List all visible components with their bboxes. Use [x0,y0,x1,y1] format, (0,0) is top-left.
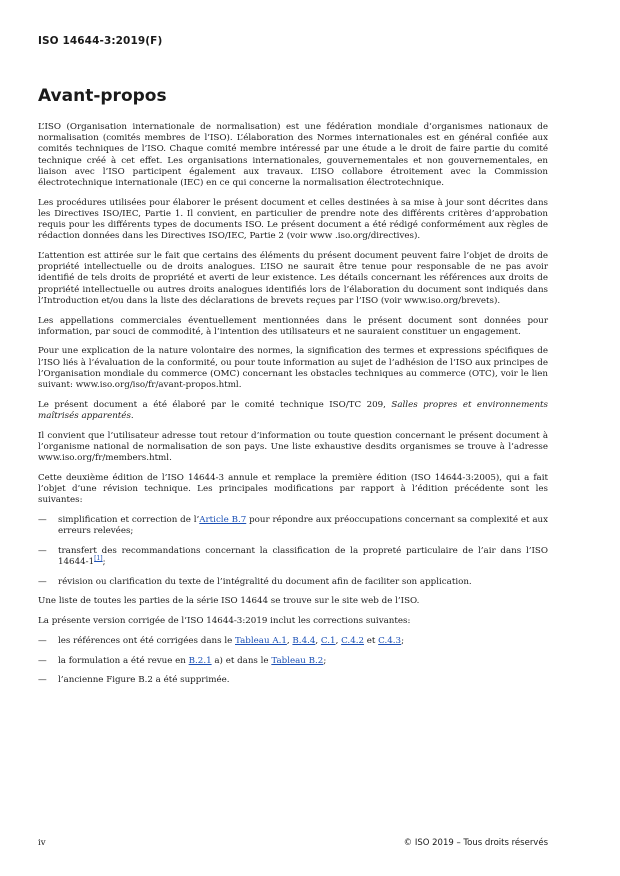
list-text: ; [102,557,106,567]
paragraph-trade-names: Les appellations commerciales éventuellement mentionnées dans le présent document sont données pour information, par souci de commodité, à l’intention des utilisateurs et ne sauraient constituer un engagement. [38,315,548,337]
list-dash: — [38,655,47,666]
paragraph-iso-intro: L’ISO (Organisation internationale de normalisation) est une fédération mondiale d’organismes nationaux de normalisation (comités membres de l’ISO). L’élaboration des Normes internationales est en général confiée aux comités techniques de l’ISO. Chaque comité membre intéressé par une étude a le droit de faire partie du comité technique créé à cet effet. Les organisations internationales, gouvernementales et non gouvernementales, en liaison avec l’ISO participent également aux travaux. L’ISO collabore étroitement avec la Commission électrotechnique internationale (IEC) en ce qui concerne la normalisation électrotechnique. [38,122,548,189]
paragraph-voluntary-nature: Pour une explication de la nature volontaire des normes, la signification des termes et expressions spécifiques de l’ISO liés à l’évaluation de la conformité, ou pour toute information au sujet de l’adhésion de l’ISO aux principes de l’Organisation mondiale du commerce (OMC) concernant les obstacles techniques au commerce (OTC), voir le lien suivant: www.iso.org/iso/fr/avant-propos.html. [38,346,548,391]
c42-link[interactable]: C.4.2 [341,635,365,646]
list-text: la formulation a été revue en [58,655,189,666]
foreword-body [38,122,548,695]
paragraph-edition: Cette deuxième édition de l’ISO 14644-3 annule et remplace la première édition (ISO 14644-3:2005), qui a fait l’objet d’une révision technique. Les principales modifications par rapport à l’édition précédente sont les suivantes: [38,472,548,506]
document-id-header: ISO 14644-3:2019(F) [38,35,163,47]
b21-link[interactable]: B.2.1 [188,655,212,666]
committee-end: . [130,410,134,421]
list-dash: — [38,675,47,686]
committee-name: Salles propres et environnements maîtrisés apparentés [38,399,548,421]
c43-link[interactable]: C.4.3 [378,635,402,646]
tableau-b2-link[interactable]: Tableau B.2 [271,655,324,666]
list-item [38,546,548,568]
paragraph-corrections: La présente version corrigée de l’ISO 14644-3:2019 inclut les corrections suivantes: [38,616,411,627]
tableau-a1-link[interactable]: Tableau A.1 [235,635,287,646]
reference-1-link[interactable]: [1] [94,555,103,563]
list-text: révision ou clarification du texte de l’intégralité du document afin de faciliter son application. [58,576,472,587]
separator: ; [401,635,405,646]
list-dash: — [38,545,47,556]
list-item [38,675,548,686]
separator: , [286,635,293,646]
paragraph-procedures: Les procédures utilisées pour élaborer le présent document et celles destinées à sa mise à jour sont décrites dans les Directives ISO/IEC, Partie 1. Il convient, en particulier de prendre note des différents critères d’approbation requis pour les différents types de documents ISO. Le présent document a été rédigé conformément aux règles de rédaction données dans les Directives ISO/IEC, Partie 2 (voir www .iso.org/directives). [38,197,548,242]
section-title: Avant-propos [38,86,167,106]
separator: , [315,635,321,646]
paragraph-patents: L’attention est attirée sur le fait que certains des éléments du présent document peuvent faire l’objet de droits de propriété intellectuelle ou de droits analogues. L’ISO ne saurait être tenue pour responsable de ne pas avoir identifié de tels droits de propriété et averti de leur existence. Les détails concernant les références aux droits de propriété intellectuelle ou autres droits analogues identifiés lors de l’élaboration du document sont indiqués dans l’Introduction et/ou dans la liste des déclarations de brevets reçues par l’ISO (voir www.iso.org/brevets). [38,251,548,306]
list-dash: — [38,514,47,525]
list-item [38,636,548,647]
separator: ; [323,655,327,666]
copyright-notice: © ISO 2019 – Tous droits réservés [403,838,548,848]
list-item [38,656,548,667]
list-item [38,515,548,537]
c1-link[interactable]: C.1 [320,635,336,646]
list-text: a) et dans le [211,655,272,666]
separator: et [364,635,379,646]
list-text: pour répondre aux préoccupations concernant sa complexité et aux erreurs relevées; [58,514,549,537]
article-b7-link[interactable]: Article B.7 [199,514,247,525]
paragraph-feedback: Il convient que l’utilisateur adresse tout retour d’information ou toute question concernant le présent document à l’organisme national de normalisation de son pays. Une liste exhaustive desdits organismes se trouve à l’adresse www.iso.org/fr/members.html. [38,430,548,464]
paragraph-series-list: Une liste de toutes les parties de la série ISO 14644 se trouve sur le site web de l’ISO. [38,596,420,607]
separator: , [335,635,342,646]
list-dash: — [38,635,47,646]
list-text: l’ancienne Figure B.2 a été supprimée. [58,675,230,686]
list-text: transfert des recommandations concernant la classification de la propreté particulaire de l’air dans l’ISO 14644-1 [58,545,548,567]
paragraph-committee [38,400,548,422]
list-dash: — [38,576,47,587]
list-text: les références ont été corrigées dans le [58,635,235,646]
page-number: iv [38,838,46,848]
list-text: simplification et correction de l’ [58,514,200,525]
list-item [38,577,548,588]
committee-text: Le présent document a été élaboré par le comité technique ISO/TC 209, [38,399,392,410]
b44-link[interactable]: B.4.4 [292,635,316,646]
